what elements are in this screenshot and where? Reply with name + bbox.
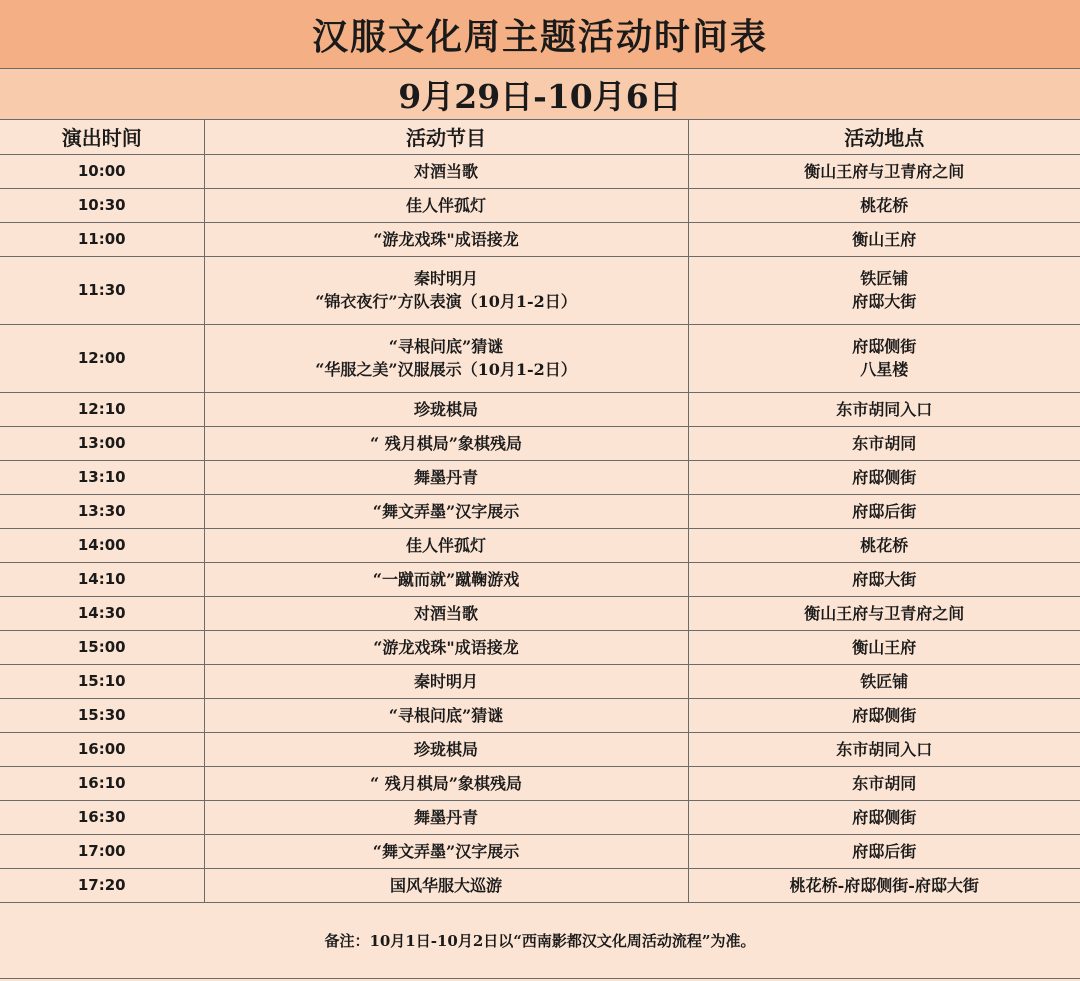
cell-program-line: “寻根问底”猜谜 (388, 705, 504, 725)
table-row (0, 460, 1080, 494)
cell-location (688, 256, 1080, 324)
cell-time: 13:00 (0, 426, 204, 460)
cell-time: 17:20 (0, 868, 204, 902)
cell-location (688, 426, 1080, 460)
cell-location-line: 桃花桥-府邸侧街-府邸大街 (789, 875, 979, 895)
cell-program (204, 562, 688, 596)
header-location: 活动地点 (688, 120, 1080, 154)
cell-location-line: 府邸侧街 (852, 705, 917, 725)
table-row (0, 664, 1080, 698)
cell-program-line: “ 残月棋局”象棋残局 (370, 433, 522, 453)
cell-location-line: 桃花桥 (860, 195, 909, 215)
cell-program (204, 494, 688, 528)
table-row (0, 426, 1080, 460)
cell-program-line: “游龙戏珠"成语接龙 (373, 229, 519, 249)
table-row (0, 766, 1080, 800)
cell-location-line: 东市胡同入口 (836, 399, 933, 419)
cell-time: 11:00 (0, 222, 204, 256)
cell-program-line: 对酒当歌 (413, 603, 478, 623)
cell-program-line: “游龙戏珠"成语接龙 (373, 637, 519, 657)
cell-time: 14:30 (0, 596, 204, 630)
table-row (0, 732, 1080, 766)
cell-location-line: 东市胡同 (852, 773, 917, 793)
table-row (0, 562, 1080, 596)
cell-program-line: “锦衣夜行”方队表演（10月1-2日） (315, 292, 577, 311)
cell-program-line: 舞墨丹青 (413, 467, 478, 487)
cell-program-line: 国风华服大巡游 (389, 875, 502, 895)
cell-time: 12:00 (0, 324, 204, 392)
schedule-title: 汉服文化周主题活动时间表 (0, 0, 1080, 69)
cell-location-line: 府邸侧街 (852, 467, 917, 487)
cell-program (204, 834, 688, 868)
table-row (0, 256, 1080, 324)
cell-location (688, 800, 1080, 834)
cell-program (204, 460, 688, 494)
cell-location-line: 桃花桥 (860, 535, 909, 555)
cell-program-line: “舞文弄墨”汉字展示 (372, 841, 520, 861)
footnote: 备注：10月1日-10月2日以“西南影都汉文化周活动流程”为准。 (0, 903, 1080, 979)
cell-program-line: “舞文弄墨”汉字展示 (372, 501, 520, 521)
cell-program (204, 630, 688, 664)
cell-time: 11:30 (0, 256, 204, 324)
cell-time: 12:10 (0, 392, 204, 426)
cell-location-line: 府邸大街 (852, 569, 917, 589)
cell-location-line: 铁匠铺 (860, 269, 909, 288)
cell-program-line: “华服之美”汉服展示（10月1-2日） (315, 360, 577, 379)
cell-program-line: 秦时明月 (413, 671, 478, 691)
cell-time: 13:10 (0, 460, 204, 494)
table-row (0, 392, 1080, 426)
cell-location (688, 154, 1080, 188)
table-row (0, 800, 1080, 834)
cell-program (204, 664, 688, 698)
cell-time: 15:00 (0, 630, 204, 664)
cell-program (204, 392, 688, 426)
cell-time: 14:00 (0, 528, 204, 562)
cell-location-line: 府邸侧街 (852, 807, 917, 827)
table-row (0, 494, 1080, 528)
date-range: 9月29日-10月6日 (0, 69, 1080, 120)
cell-location (688, 596, 1080, 630)
cell-program (204, 188, 688, 222)
cell-program (204, 426, 688, 460)
cell-location-line: 东市胡同入口 (836, 739, 933, 759)
cell-location-line: 衡山王府 (852, 637, 917, 657)
cell-program-line: “ 残月棋局”象棋残局 (370, 773, 522, 793)
cell-location-line: 府邸大街 (852, 292, 917, 311)
cell-program-line: 佳人伴孤灯 (405, 195, 486, 215)
cell-time: 17:00 (0, 834, 204, 868)
header-time: 演出时间 (0, 120, 204, 154)
table-row (0, 868, 1080, 902)
cell-program (204, 222, 688, 256)
table-row (0, 630, 1080, 664)
table-row (0, 324, 1080, 392)
cell-location (688, 698, 1080, 732)
cell-program (204, 596, 688, 630)
header-row (0, 120, 1080, 154)
cell-program-line: 对酒当歌 (413, 161, 478, 181)
cell-location-line: 衡山王府与卫青府之间 (804, 161, 965, 181)
table-row (0, 596, 1080, 630)
cell-location (688, 494, 1080, 528)
cell-location (688, 528, 1080, 562)
cell-program-line: 珍珑棋局 (413, 399, 478, 419)
cell-location-line: 府邸后街 (852, 501, 917, 521)
cell-location (688, 664, 1080, 698)
schedule-table (0, 120, 1080, 903)
cell-time: 15:10 (0, 664, 204, 698)
cell-time: 16:30 (0, 800, 204, 834)
cell-location (688, 392, 1080, 426)
cell-location-line: 衡山王府与卫青府之间 (804, 603, 965, 623)
cell-program (204, 528, 688, 562)
cell-program (204, 868, 688, 902)
cell-location-line: 东市胡同 (852, 433, 917, 453)
cell-time: 10:30 (0, 188, 204, 222)
table-row (0, 528, 1080, 562)
cell-program-line: 珍珑棋局 (413, 739, 478, 759)
cell-location-line: 府邸后街 (852, 841, 917, 861)
cell-location (688, 188, 1080, 222)
table-row (0, 154, 1080, 188)
cell-program (204, 324, 688, 392)
cell-location (688, 562, 1080, 596)
cell-location-line: 八星楼 (860, 360, 909, 379)
cell-time: 14:10 (0, 562, 204, 596)
table-row (0, 834, 1080, 868)
cell-location (688, 324, 1080, 392)
table-row (0, 222, 1080, 256)
cell-location-line: 衡山王府 (852, 229, 917, 249)
cell-time: 13:30 (0, 494, 204, 528)
cell-program (204, 154, 688, 188)
cell-time: 16:10 (0, 766, 204, 800)
table-row (0, 698, 1080, 732)
cell-program-line: “寻根问底”猜谜 (388, 337, 504, 356)
cell-time: 16:00 (0, 732, 204, 766)
table-row (0, 188, 1080, 222)
cell-program-line: 佳人伴孤灯 (405, 535, 486, 555)
cell-program-line: 秦时明月 (413, 269, 478, 288)
cell-location (688, 630, 1080, 664)
header-program: 活动节目 (204, 120, 688, 154)
cell-program (204, 766, 688, 800)
cell-location (688, 460, 1080, 494)
cell-location-line: 府邸侧街 (852, 337, 917, 356)
cell-time: 10:00 (0, 154, 204, 188)
cell-location (688, 732, 1080, 766)
cell-program (204, 732, 688, 766)
cell-location (688, 222, 1080, 256)
cell-program (204, 256, 688, 324)
cell-time: 15:30 (0, 698, 204, 732)
cell-program (204, 698, 688, 732)
schedule-rows (0, 154, 1080, 902)
cell-location (688, 834, 1080, 868)
cell-program (204, 800, 688, 834)
cell-location (688, 868, 1080, 902)
cell-location-line: 铁匠铺 (860, 671, 909, 691)
cell-program-line: “一蹴而就”蹴鞠游戏 (372, 569, 520, 589)
cell-program-line: 舞墨丹青 (413, 807, 478, 827)
cell-location (688, 766, 1080, 800)
